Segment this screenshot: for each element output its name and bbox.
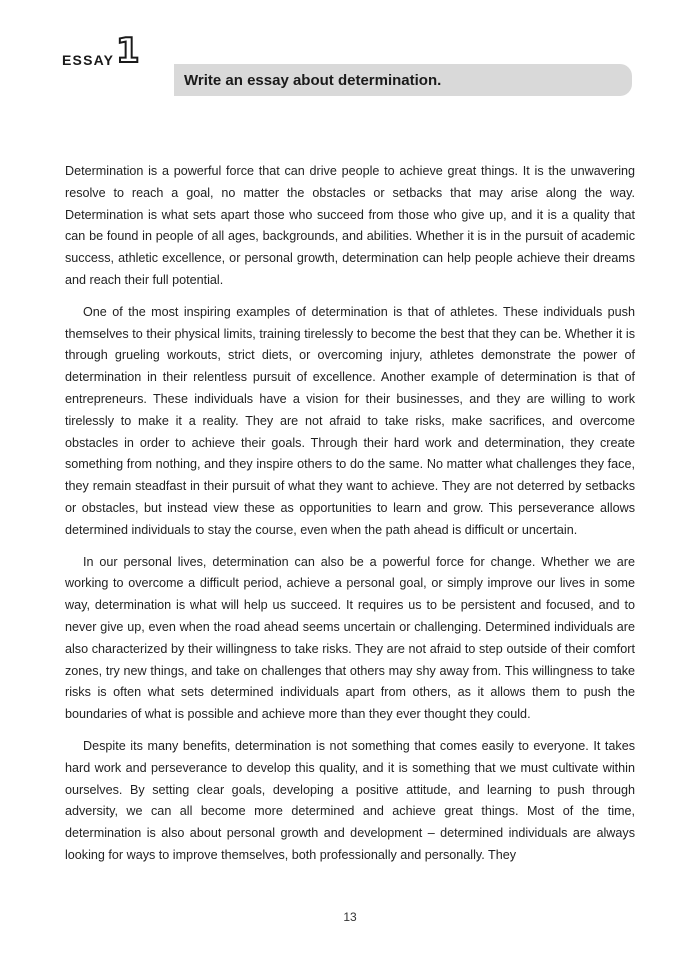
essay-header [62,31,634,98]
paragraph-2: One of the most inspiring examples of determination is that of athletes. These individuals push themselves to their physical limits, training tirelessly to become the best that they can be. Whether it is through grueling workouts, strict diets, or overcoming injury, athletes demonstrate the power of determination in their relentless pursuit of excellence. Another example of determination is that of entrepreneurs. These individuals have a vision for their businesses, and they are willing to work tirelessly to make it a reality. They are not afraid to take risks, make sacrifices, and overcome obstacles in order to achieve their goals. Through their hard work and determination, they create something from nothing, and they inspire others to do the same. No matter what challenges they face, they remain steadfast in their pursuit of what they want to achieve. They are not deterred by setbacks or obstacles, but instead view these as opportunities to learn and grow. This perseverance allows determined individuals to stay the course, even when the path ahead is difficult or uncertain. [65,304,635,537]
essay-body [65,161,635,877]
essay-prompt: Write an essay about determination. [184,71,442,89]
paragraph-1: Determination is a powerful force that can drive people to achieve great things. It is the unwavering resolve to reach a goal, no matter the obstacles or setbacks that may arise along the way. Determination is what sets apart those who succeed from those who give up, and it is a quality that can be found in people of all ages, backgrounds, and abilities. Whether it is in the pursuit of academic success, athletic excellence, or personal growth, determination can help people achieve their dreams and reach their full potential. [65,164,635,287]
prompt-bar [174,64,632,96]
essay-label: ESSAY [62,52,115,68]
page-number: 13 [343,910,357,924]
paragraph-3: In our personal lives, determination can also be a powerful force for change. Whether we are working to overcome a difficult period, achieve a personal goal, or simply improve our lives in some way, determination is what will help us succeed. It requires us to be persistent and focused, and to never give up, even when the road ahead seems uncertain or challenging. Determined individuals are also characterized by their willingness to take risks. They are not afraid to step outside of their comfort zones, try new things, and take on challenges that others may shy away from. This willingness to take risks is often what sets determined individuals apart from others, as it allows them to push the boundaries of what is possible and achieve more than they ever thought they could. [65,554,635,722]
paragraph-4: Despite its many benefits, determination is not something that comes easily to everyone. It takes hard work and perseverance to develop this quality, and it is something that we must cultivate within ourselves. By setting clear goals, developing a positive attitude, and learning to push through adversity, we can all become more determined and achieve great things. Most of the time, determination is also about personal growth and development – determined individuals are always looking for ways to improve themselves, both professionally and personally. They [65,738,635,862]
essay-number: 1 [116,31,140,71]
